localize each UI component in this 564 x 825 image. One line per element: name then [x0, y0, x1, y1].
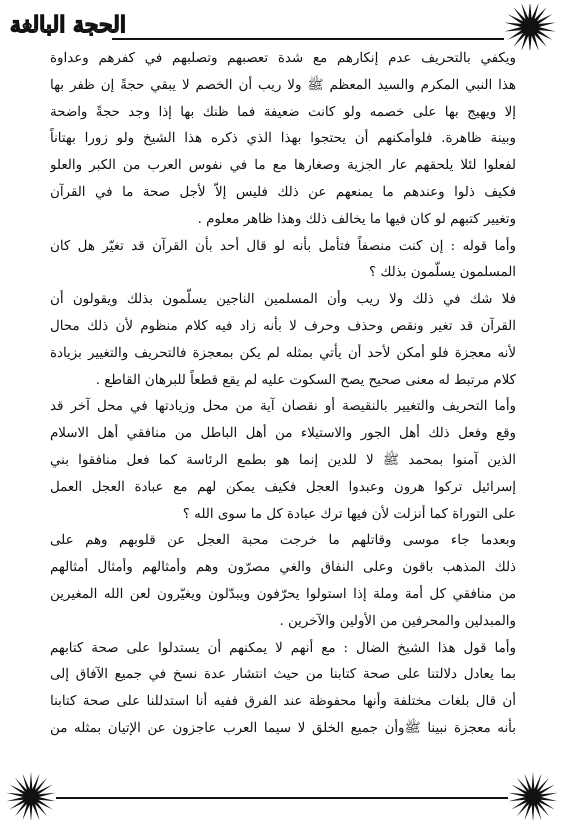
text-line: من منافقي كل أمة وملة إذا استولوا يحرّفون ويبدّلون ويغيّرون لعن الله المغيرين: [50, 586, 516, 602]
text-line: لفعلوا لئلا يلحقهم عار الجزية وصغارها مع ما في نفوس العرب من الكبر والعلو: [50, 158, 516, 174]
text-line: هذا النبي المكرم والسيد المعظم ﷺ ولا ريب أن الخصم لا يبقي حجةً إن ظفر بها: [50, 77, 516, 93]
text-line: أن قال بلغات مختلفة وأنها محفوظة عند الفرق ففيه أنا استدللنا على صحة كتابنا: [50, 694, 516, 710]
text-line: والمبدلين والمحرفين من الأولين والآخرين .: [279, 613, 516, 629]
sunburst-icon: [502, 4, 558, 50]
text-line: بما يعادل دلالتنا على صحة كتابنا من حيث انتشار عدة نسخ في جميع الآفاق إلى: [50, 667, 516, 683]
text-line: لأنه معجزة فلو أمكن لأحد أن يأتي بمثله لم يكن بمعجزة فالتحريف والتغيير بزيادة: [50, 345, 516, 361]
text-line: وتغيير كتبهم لو كان فيها ما يخالف ذلك وهذا ظاهر معلوم .: [197, 211, 516, 227]
text-line: كلام مرتبط له معنى صحيح يصح السكوت عليه لم يقع قطعاً للبرهان القاطع .: [95, 372, 516, 388]
sunburst-icon: [4, 770, 58, 820]
text-line: فلا شك في ذلك ولا ريب وأن المسلمين الناجين يسلّمون بذلك ويقولون أن: [50, 292, 516, 308]
header-rule: [112, 38, 504, 40]
footer-rule: [56, 797, 508, 799]
text-line: فكيف ذلوا وعندهم ما يمنعهم عن ذلك فليس إلاّ لأجل صحة ما في القرآن: [50, 184, 516, 200]
text-line: وأما قول هذا الشيخ الضال : مع أنهم لا يمكنهم أن يستدلوا على صحة كتابهم: [50, 640, 516, 656]
text-line: وأما التحريف والتغيير بالنقيصة أو نقصان آية من محل وزيادتها في محل آخر قد: [50, 399, 516, 415]
header-title: الحجة البالغة: [10, 12, 126, 38]
text-line: وأما قوله : إن كنت منصفاً فتأمل بأنه لو قال أحد بأن القرآن قد تغيّر هل كان: [50, 238, 516, 254]
text-line: وبينة ظاهرة. فلوأمكنهم أن يحتجوا بهذا الذي ذكره هذا الشيخ ولو زورا بهتاناً: [50, 131, 516, 147]
text-line: ذلك المذهب باقون وعلى النفاق والغي مصرّون وهم وأمثالهم وأمثال أمثالهم: [50, 560, 516, 576]
text-line: ويكفي بالتحريف عدم إنكارهم مع شدة تعصبهم وتصلبهم في كفرهم وعداوة: [50, 51, 516, 66]
text-line: على التوراة كما أنزلت لأن فيها ترك عبادة كل ما سوى الله ؟: [182, 506, 516, 522]
text-line: إلا ويهيج بها على خصمه ولو كانت ضعيفة فما ظنك بها إذا وجد حجةً واضحة: [50, 104, 516, 120]
text-line: المسلمون يسلّمون بذلك ؟: [368, 265, 516, 281]
text-line: إسرائيل تركوا هرون وعبدوا العجل فكيف يمكن لهم مع عبادة العجل العمل: [50, 479, 516, 495]
text-line: بأنه معجزة نبينا ﷺوأن جميع الخلق لا سيما العرب عاجزون عن الإتيان بمثله من: [50, 720, 516, 736]
text-line: القرآن قد تغير ونقص وحذف وحرف لا بأنه زاد فيه كلام منظوم لأن ذلك محال: [50, 318, 516, 334]
body-text: [50, 46, 516, 770]
running-header: [10, 8, 126, 42]
text-line: الذين آمنوا بمحمد ﷺ لا للدين إنما هو بطمع الرئاسة كما فعل منافقوا بني: [50, 452, 516, 468]
text-line: وبعدما جاء موسى وقاتلهم ما خرجت محبة العجل عن قلوبهم وهم على: [50, 533, 516, 549]
sunburst-icon: [506, 770, 560, 820]
text-line: وقع وفعل ذلك أهل الجور والاستيلاء من أهل الباطل من منافقي أهل الاسلام: [50, 426, 516, 442]
